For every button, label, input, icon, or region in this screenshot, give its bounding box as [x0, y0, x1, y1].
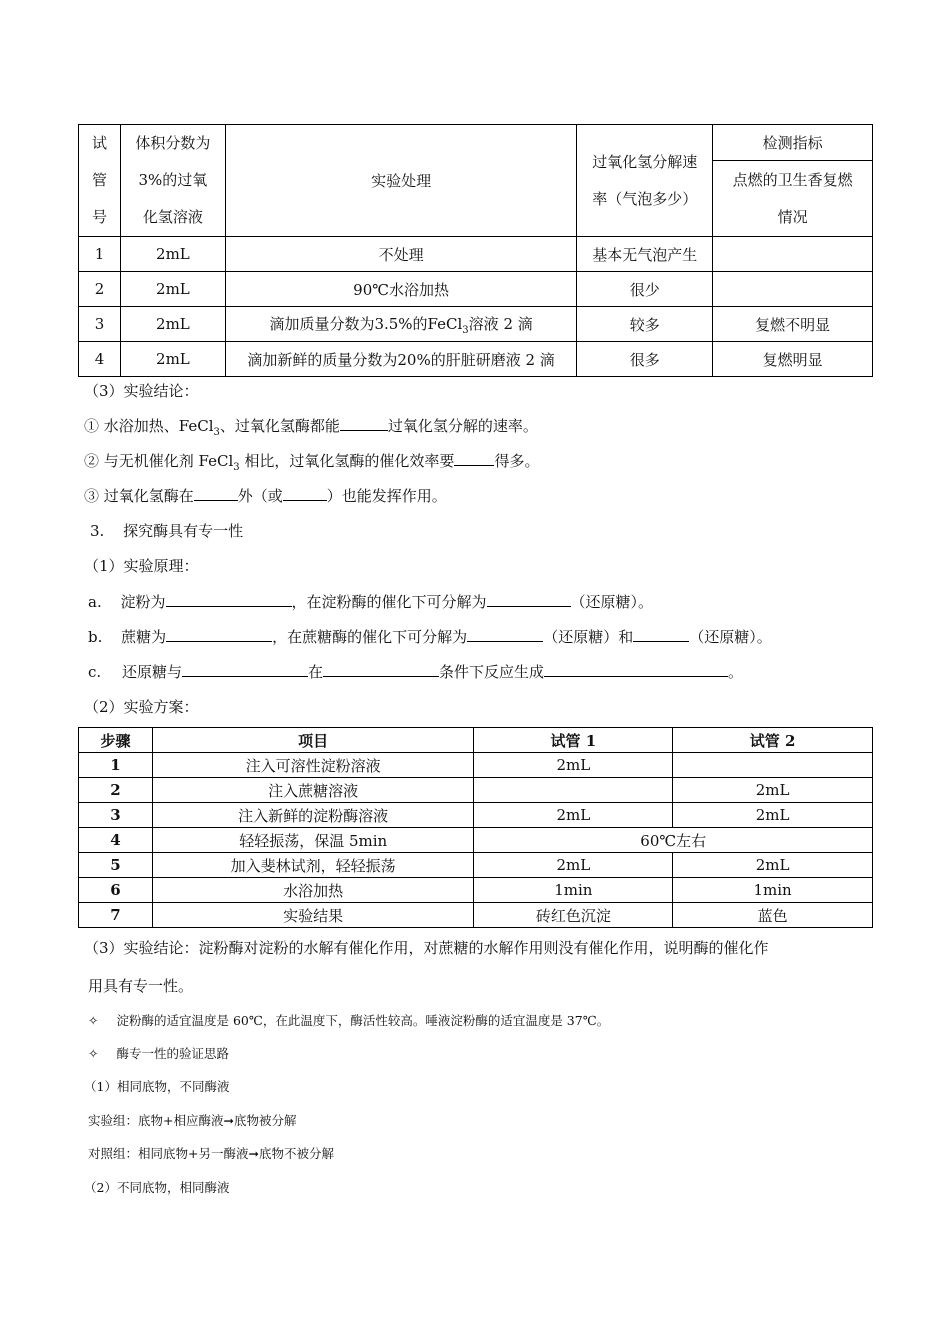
cell-result: 复燃不明显 — [713, 307, 873, 342]
cell-tube-1 — [474, 778, 673, 803]
table-row — [79, 778, 873, 803]
cell-no: 4 — [79, 342, 121, 377]
fill-blank[interactable] — [633, 627, 689, 642]
header-treatment: 实验处理 — [225, 125, 577, 237]
header-indicator-sub-1: 点燃的卫生香复燃 — [732, 170, 853, 189]
fill-blank[interactable] — [454, 451, 494, 466]
approach-1: （1）相同底物，不同酶液 — [84, 1079, 230, 1094]
cell-result — [713, 237, 873, 272]
conclusion-line-1: （3）实验结论：淀粉酶对淀粉的水解有催化作用，对蔗糖的水解作用则没有催化作用，说明酶的催化作 — [84, 939, 769, 957]
table-row — [79, 753, 873, 778]
cell-rate: 很少 — [577, 272, 713, 307]
principle-a — [88, 591, 653, 612]
fill-blank[interactable] — [467, 627, 543, 642]
principle-title: （1）实验原理： — [84, 557, 199, 575]
item-text: 淀粉为 — [120, 593, 166, 611]
item-text: ，在淀粉酶的催化下可分解为 — [291, 593, 487, 611]
section-3-heading — [90, 520, 243, 541]
conclusion-line-2: 用具有专一性。 — [88, 977, 194, 995]
table-row — [79, 307, 873, 342]
experiment-table-2 — [78, 727, 873, 928]
header-tube-2: 试管 2 — [673, 728, 873, 753]
treatment-text-a: 滴加质量分数为3.5%的FeCl — [269, 314, 463, 333]
conclusion-3-text-a: ③ 过氧化氢酶在 — [84, 487, 194, 505]
cell-result — [713, 272, 873, 307]
item-text: 蔗糖为 — [121, 628, 167, 646]
cell-item: 加入斐林试剂，轻轻振荡 — [152, 853, 474, 878]
principle-c — [88, 661, 743, 682]
header-volume-1: 体积分数为 — [135, 134, 211, 152]
cell-rate: 较多 — [577, 307, 713, 342]
cell-tube-1: 1min — [474, 878, 673, 903]
cell-treatment — [225, 307, 577, 342]
conclusion-2-sub: 3 — [233, 462, 240, 473]
item-text: （还原糖）和 — [543, 628, 634, 646]
fill-blank[interactable] — [194, 486, 238, 501]
fill-blank[interactable] — [283, 486, 327, 501]
cell-item: 注入蔗糖溶液 — [152, 778, 474, 803]
cell-tube-1: 2mL — [474, 803, 673, 828]
conclusion-1-text-b: 、过氧化氢酶都能 — [219, 417, 340, 435]
table-row — [79, 828, 873, 853]
cell-step: 6 — [79, 878, 153, 903]
cell-item: 水浴加热 — [152, 878, 474, 903]
cell-rate: 很多 — [577, 342, 713, 377]
conclusion-1-text-c: 过氧化氢分解的速率。 — [387, 417, 538, 435]
experimental-group: 实验组：底物+相应酶液➞底物被分解 — [88, 1113, 297, 1128]
cell-step: 2 — [79, 778, 153, 803]
header-indicator-sub — [713, 161, 873, 237]
item-label: c. — [88, 663, 102, 681]
cell-vol: 2mL — [120, 272, 225, 307]
table-row — [79, 237, 873, 272]
conclusion-2-text-c: 得多。 — [494, 452, 540, 470]
item-text: ，在蔗糖酶的催化下可分解为 — [272, 628, 468, 646]
cell-rate: 基本无气泡产生 — [577, 237, 713, 272]
header-volume-3: 化氢溶液 — [142, 208, 203, 226]
cell-treatment: 不处理 — [225, 237, 577, 272]
table-row — [79, 853, 873, 878]
cell-tube-2 — [673, 753, 873, 778]
cell-no: 3 — [79, 307, 121, 342]
item-text: （还原糖）。 — [570, 593, 654, 611]
header-tube-1: 试管 1 — [474, 728, 673, 753]
header-step: 步骤 — [79, 728, 153, 753]
conclusion-title: （3）实验结论： — [84, 382, 199, 400]
cell-merged: 60℃左右 — [474, 828, 873, 853]
header-volume — [120, 125, 225, 237]
cell-step: 4 — [79, 828, 153, 853]
principle-b — [88, 626, 772, 647]
control-group: 对照组：相同底物+另一酶液➞底物不被分解 — [88, 1146, 334, 1161]
cell-item: 注入新鲜的淀粉酶溶液 — [152, 803, 474, 828]
cell-treatment: 90℃水浴加热 — [225, 272, 577, 307]
header-indicator: 检测指标 — [713, 125, 873, 161]
note-2 — [88, 1044, 229, 1062]
header-rate-1: 过氧化氢分解速 — [592, 152, 698, 171]
table-row — [79, 903, 873, 928]
cell-tube-2: 蓝色 — [673, 903, 873, 928]
fill-blank[interactable] — [166, 627, 272, 642]
table-row — [79, 878, 873, 903]
conclusion-1 — [84, 415, 538, 438]
note-text: 淀粉酶的适宜温度是 60℃，在此温度下，酶活性较高。唾液淀粉酶的适宜温度是 37℃。 — [116, 1013, 610, 1028]
section-title: 探究酶具有专一性 — [123, 522, 244, 540]
conclusion-1-text-a: ① 水浴加热、FeCl — [84, 417, 214, 435]
conclusion-3-text-c: ）也能发挥作用。 — [326, 487, 447, 505]
fill-blank[interactable] — [544, 662, 728, 677]
cell-tube-2: 2mL — [673, 803, 873, 828]
header-tube — [79, 125, 121, 237]
experiment-table-1 — [78, 124, 873, 377]
fill-blank[interactable] — [487, 592, 571, 607]
item-label: b. — [88, 628, 103, 646]
cell-item: 轻轻振荡，保温 5min — [152, 828, 474, 853]
sparkle-icon: ✧ — [88, 1046, 99, 1061]
plan-title: （2）实验方案： — [84, 698, 199, 716]
cell-vol: 2mL — [120, 237, 225, 272]
conclusion-2-text-b: 相比，过氧化氢酶的催化效率要 — [239, 452, 455, 470]
table-row — [79, 272, 873, 307]
header-rate-2: 率（气泡多少） — [592, 189, 698, 208]
cell-step: 1 — [79, 753, 153, 778]
table-header-row — [79, 728, 873, 753]
fill-blank[interactable] — [323, 662, 439, 677]
fill-blank[interactable] — [182, 662, 308, 677]
cell-step: 5 — [79, 853, 153, 878]
cell-item: 注入可溶性淀粉溶液 — [152, 753, 474, 778]
cell-tube-2: 2mL — [673, 853, 873, 878]
conclusion-1-sub: 3 — [213, 427, 220, 438]
conclusion-2 — [84, 450, 539, 473]
cell-step: 3 — [79, 803, 153, 828]
cell-item: 实验结果 — [152, 903, 474, 928]
note-1 — [88, 1011, 609, 1029]
cell-tube-1: 砖红色沉淀 — [474, 903, 673, 928]
cell-tube-1: 2mL — [474, 853, 673, 878]
table-row — [79, 803, 873, 828]
header-rate — [577, 125, 713, 237]
cell-vol: 2mL — [120, 307, 225, 342]
conclusion-3-text-b: 外（或 — [237, 487, 283, 505]
cell-vol: 2mL — [120, 342, 225, 377]
header-volume-2: 3%的过氧 — [138, 171, 208, 189]
item-text: 条件下反应生成 — [438, 663, 544, 681]
item-label: a. — [88, 593, 102, 611]
approach-2: （2）不同底物，相同酶液 — [84, 1180, 230, 1195]
cell-tube-2: 1min — [673, 878, 873, 903]
cell-tube-2: 2mL — [673, 778, 873, 803]
item-text: 。 — [728, 663, 744, 681]
cell-no: 1 — [79, 237, 121, 272]
section-number: 3. — [90, 522, 105, 540]
item-text: 在 — [307, 663, 323, 681]
treatment-text-b: 溶液 2 滴 — [468, 314, 533, 333]
item-text: （还原糖）。 — [689, 628, 772, 646]
header-tube-2: 管 — [91, 171, 107, 189]
header-indicator-sub-2: 情况 — [777, 207, 808, 226]
cell-tube-1: 2mL — [474, 753, 673, 778]
treatment-subscript: 3 — [462, 324, 469, 336]
note-text: 酶专一性的验证思路 — [116, 1046, 229, 1061]
item-text: 还原糖与 — [121, 663, 182, 681]
cell-step: 7 — [79, 903, 153, 928]
cell-result: 复燃明显 — [713, 342, 873, 377]
cell-no: 2 — [79, 272, 121, 307]
conclusion-3 — [84, 485, 447, 506]
sparkle-icon: ✧ — [88, 1013, 99, 1028]
fill-blank[interactable] — [166, 592, 292, 607]
table-row — [79, 342, 873, 377]
header-tube-3: 号 — [91, 208, 107, 226]
header-tube-1: 试 — [91, 134, 107, 152]
conclusion-2-text-a: ② 与无机催化剂 FeCl — [84, 452, 234, 470]
header-item: 项目 — [152, 728, 474, 753]
fill-blank[interactable] — [340, 416, 388, 431]
cell-treatment: 滴加新鲜的质量分数为20%的肝脏研磨液 2 滴 — [225, 342, 577, 377]
